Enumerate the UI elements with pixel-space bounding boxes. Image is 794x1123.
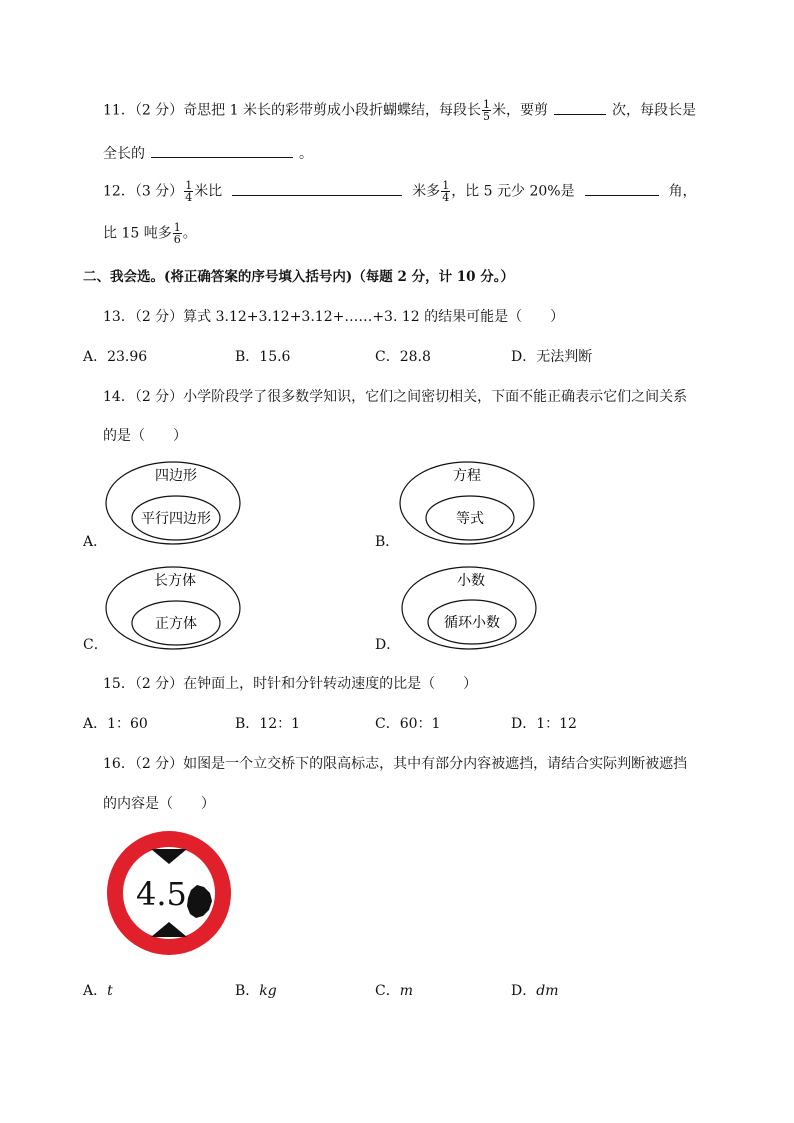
q11-frac-den: 5 bbox=[483, 110, 490, 123]
q16-option-d-unit: dm bbox=[536, 983, 559, 999]
q12-line2-end: 。 bbox=[182, 225, 197, 242]
q15-option-a[interactable]: A．1：60 bbox=[83, 716, 148, 732]
q16-option-d[interactable] bbox=[511, 980, 558, 1000]
sign-value: 4.5 bbox=[136, 875, 187, 913]
q11-line2-end: 。 bbox=[299, 146, 313, 162]
q11-score: （2 分） bbox=[134, 102, 184, 119]
q12-frac2-den: 4 bbox=[442, 191, 450, 204]
q16-option-a-unit: t bbox=[107, 983, 113, 999]
height-limit-sign bbox=[104, 828, 234, 958]
q12-line1 bbox=[103, 180, 697, 203]
q11-text-c: 次，每段长是 bbox=[612, 102, 696, 119]
q11-line2 bbox=[103, 143, 313, 163]
outer-label: 长方体 bbox=[154, 573, 196, 589]
q13-option-a[interactable]: A．23.96 bbox=[83, 349, 148, 365]
q13-option-b[interactable]: B．15.6 bbox=[235, 349, 291, 365]
inner-label: 等式 bbox=[456, 511, 484, 527]
q15-option-b[interactable]: B．12：1 bbox=[235, 716, 301, 732]
q14-diagram-d bbox=[400, 565, 538, 651]
inner-label: 平行四边形 bbox=[141, 511, 211, 527]
q13-option-d[interactable]: D．无法判断 bbox=[511, 349, 593, 365]
q11-line2-text: 全长的 bbox=[103, 146, 145, 162]
q12-frac3-den: 6 bbox=[173, 233, 181, 246]
q14-diagram-b bbox=[398, 460, 536, 546]
q12-text-d: 角， bbox=[668, 183, 697, 200]
q16-option-b-prefix: B． bbox=[235, 983, 260, 999]
section-2-title: 二、我会选。(将正确答案的序号填入括号内)（每题 2 分，计 10 分。） bbox=[83, 269, 515, 285]
q11-text-a: 奇思把 1 米长的彩带剪成小段折蝴蝶结，每段长 bbox=[183, 102, 481, 119]
q12-text-c: ，比 5 元少 20%是 bbox=[451, 183, 575, 200]
q14-option-c-label[interactable]: C． bbox=[83, 637, 108, 653]
q12-fraction-1 bbox=[184, 180, 193, 203]
q16-option-c-prefix: C． bbox=[375, 983, 400, 999]
q16-option-d-prefix: D． bbox=[511, 983, 537, 999]
q11-line1 bbox=[103, 99, 696, 122]
q12-line2 bbox=[103, 222, 197, 245]
q11-number: 11． bbox=[103, 102, 135, 119]
q16-stem-line1: 16．（2 分）如图是一个立交桥下的限高标志，其中有部分内容被遮挡，请结合实际判断被遮挡 bbox=[103, 756, 688, 772]
q12-fraction-2 bbox=[441, 180, 450, 203]
q15-stem: 15．（2 分）在钟面上，时针和分针转动速度的比是（ ） bbox=[103, 676, 478, 692]
q14-option-d-label[interactable]: D． bbox=[375, 637, 401, 653]
q12-answer-blank-2[interactable] bbox=[585, 181, 659, 196]
q16-option-b-unit: kg bbox=[259, 983, 277, 999]
outer-label: 方程 bbox=[453, 468, 481, 484]
q16-option-b[interactable] bbox=[235, 980, 277, 1000]
q16-option-a-prefix: A． bbox=[83, 983, 108, 999]
q12-line2-text: 比 15 吨多 bbox=[103, 225, 172, 242]
q14-stem-line2: 的是（ ） bbox=[103, 428, 187, 444]
q13-option-c[interactable]: C．28.8 bbox=[375, 349, 431, 365]
inner-label: 正方体 bbox=[155, 616, 197, 632]
q12-frac2-num: 1 bbox=[442, 179, 450, 192]
q12-text-b: 米多 bbox=[412, 183, 441, 200]
q16-stem-line2: 的内容是（ ） bbox=[103, 796, 215, 812]
q16-option-c-unit: m bbox=[399, 983, 413, 999]
outer-label: 四边形 bbox=[155, 468, 197, 484]
q12-frac3-num: 1 bbox=[173, 221, 181, 234]
q16-option-c[interactable] bbox=[375, 980, 413, 1000]
q14-option-b-label[interactable]: B． bbox=[375, 534, 400, 550]
q11-answer-blank-1[interactable] bbox=[554, 100, 606, 115]
q15-option-d[interactable]: D．1：12 bbox=[511, 716, 577, 732]
q14-diagram-c bbox=[104, 565, 242, 651]
q11-text-b: 米，要剪 bbox=[492, 102, 548, 119]
q11-answer-blank-2[interactable] bbox=[151, 143, 293, 158]
q11-frac-num: 1 bbox=[483, 98, 490, 111]
q12-text-a: 米比 bbox=[194, 183, 223, 200]
q14-diagram-a bbox=[104, 460, 242, 546]
q16-option-a[interactable] bbox=[83, 980, 113, 1000]
inner-label: 循环小数 bbox=[444, 615, 500, 631]
q12-score: （3 分） bbox=[134, 183, 184, 200]
q11-fraction bbox=[482, 99, 491, 122]
q12-number: 12． bbox=[103, 183, 135, 200]
outer-label: 小数 bbox=[457, 573, 485, 589]
q12-frac1-den: 4 bbox=[185, 191, 193, 204]
q12-fraction-3 bbox=[173, 222, 182, 245]
q14-option-a-label[interactable]: A． bbox=[83, 534, 108, 550]
q12-answer-blank-1[interactable] bbox=[232, 181, 402, 196]
q12-frac1-num: 1 bbox=[185, 179, 193, 192]
q15-option-c[interactable]: C．60：1 bbox=[375, 716, 441, 732]
q13-stem: 13．（2 分）算式 3.12+3.12+3.12+……+3. 12 的结果可能是（ ） bbox=[103, 309, 565, 325]
q14-stem-line1: 14．（2 分）小学阶段学了很多数学知识，它们之间密切相关，下面不能正确表示它们之间关系 bbox=[103, 389, 688, 405]
